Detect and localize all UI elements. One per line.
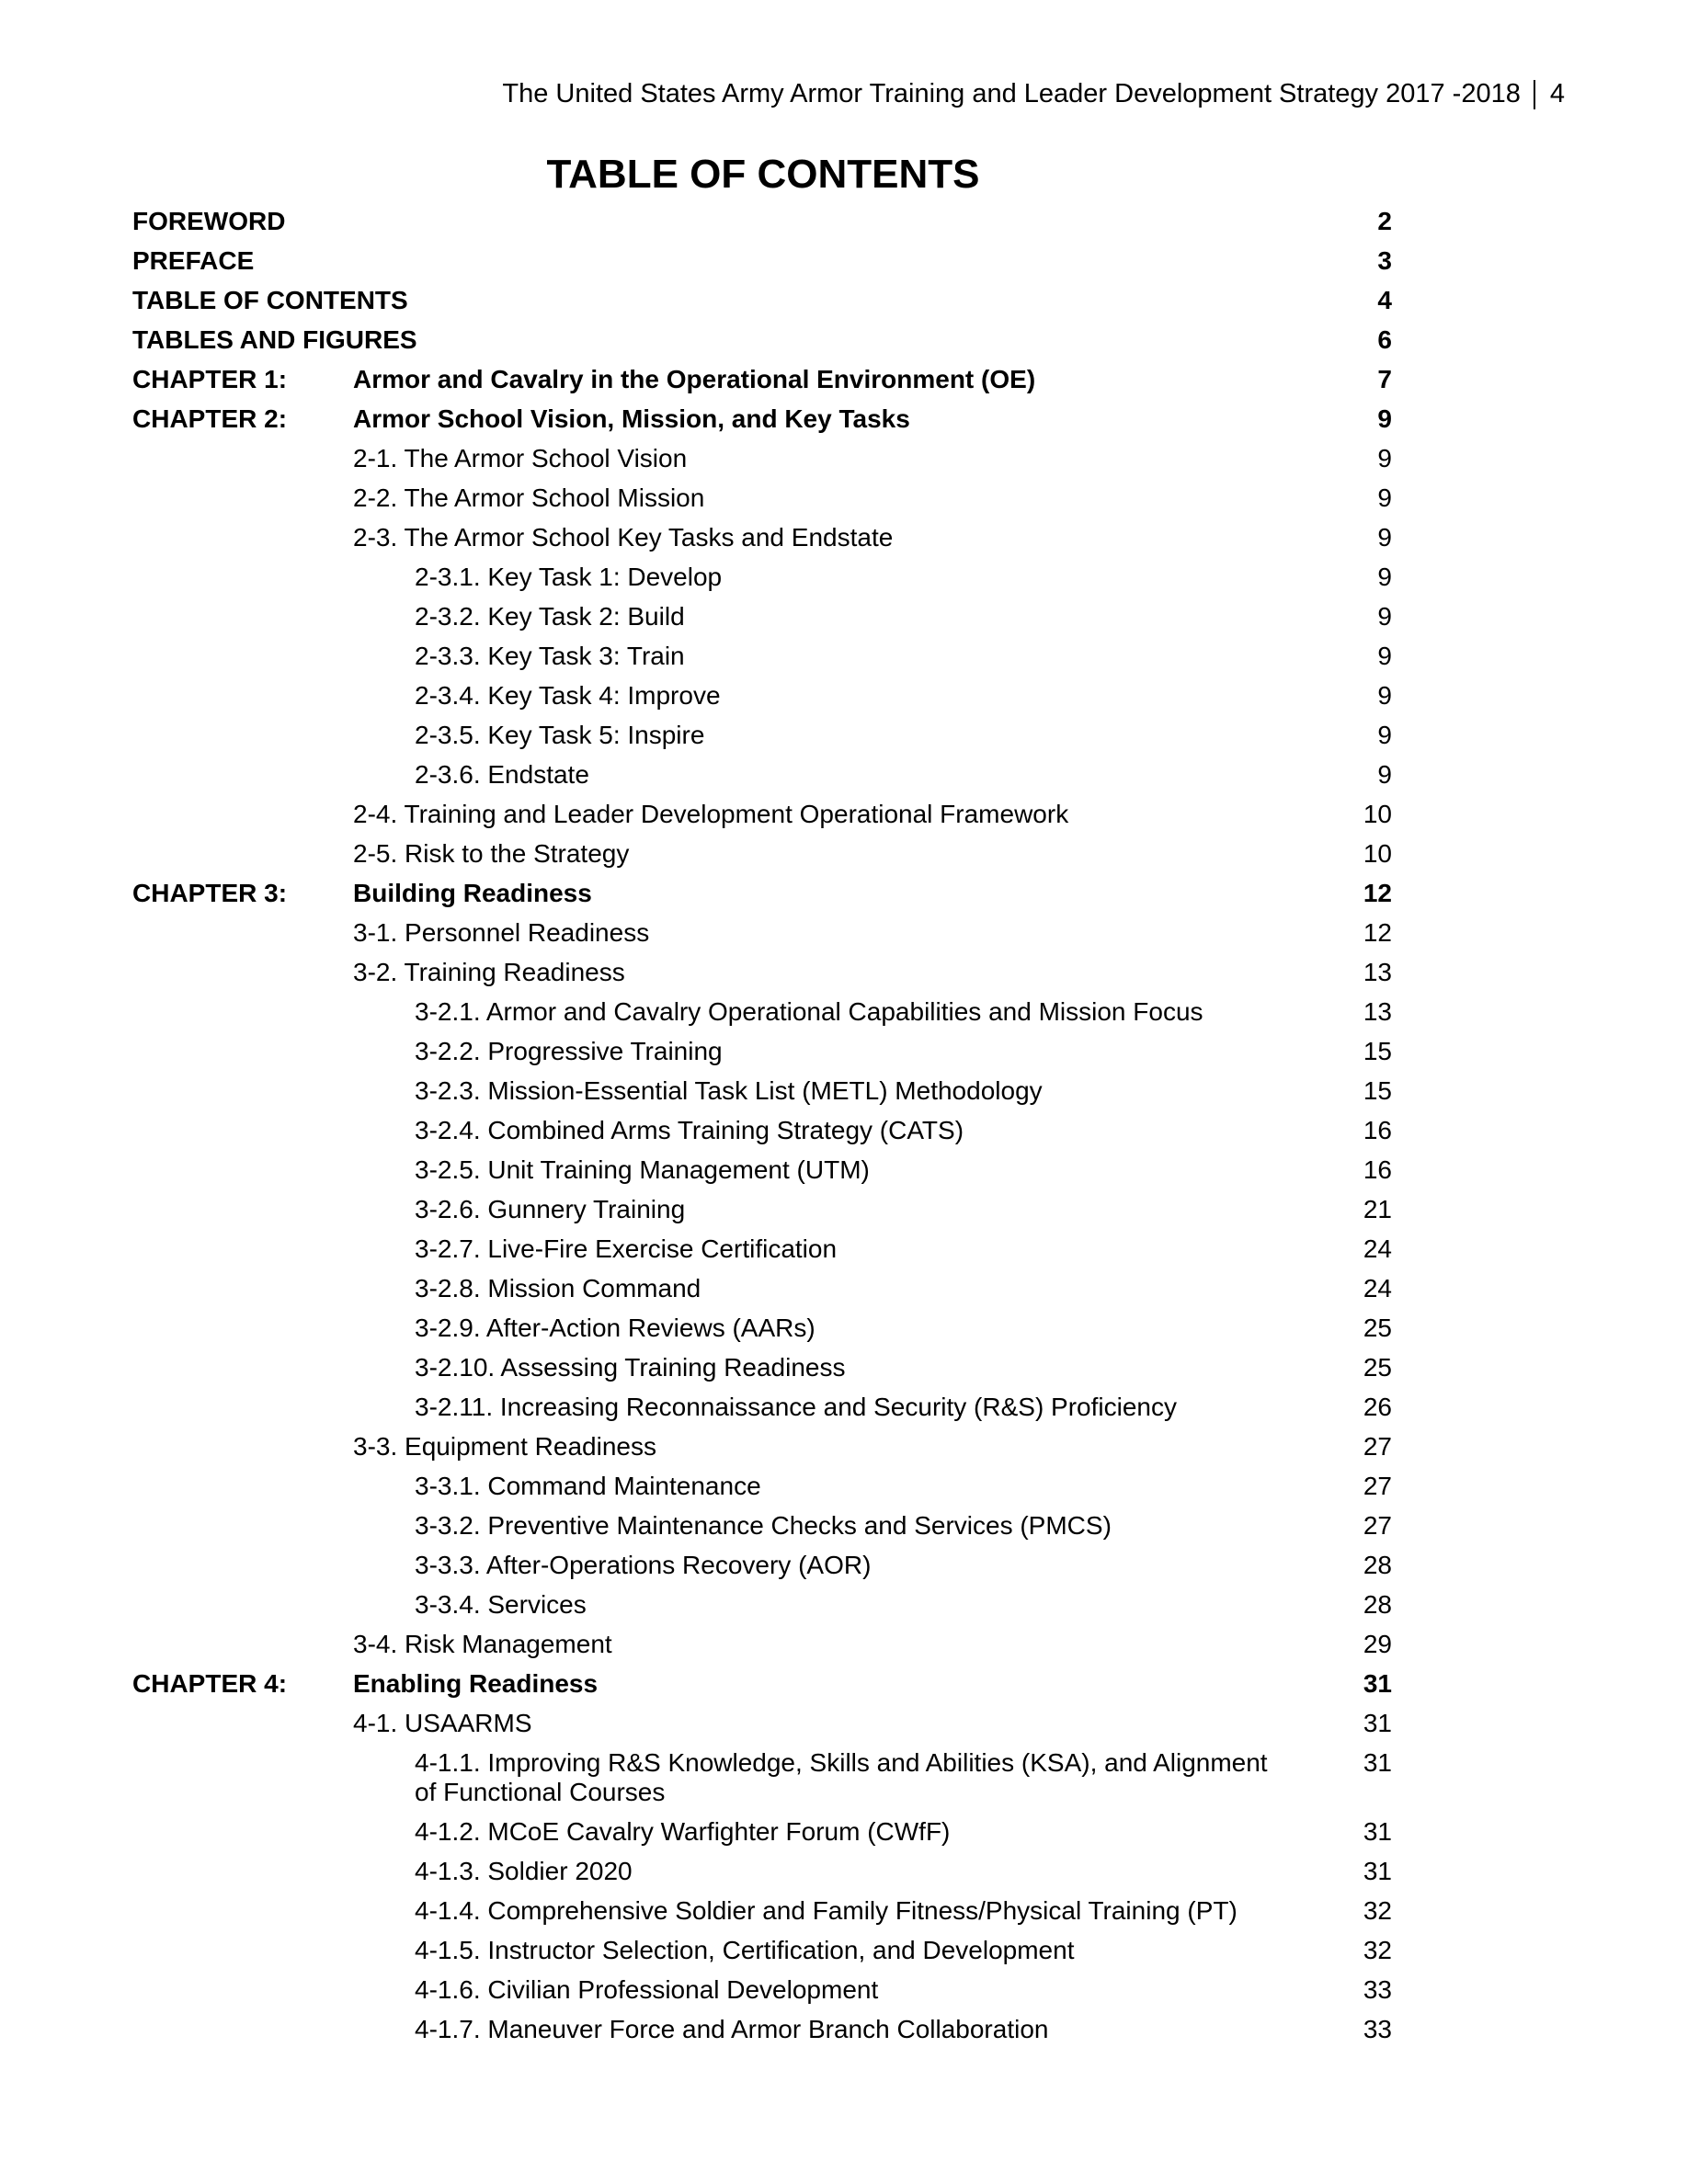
toc-page-number: 13 [1363, 958, 1392, 986]
toc-page-number: 21 [1363, 1195, 1392, 1223]
toc-page-number: 33 [1363, 1975, 1392, 2004]
toc-entry-title: 3-2.11. Increasing Reconnaissance and Security (R&S) Proficiency [415, 1393, 1177, 1421]
toc-entry[interactable] [132, 1669, 1392, 1699]
toc-chapter-label: CHAPTER 3: [132, 879, 288, 907]
toc-page-number: 16 [1363, 1155, 1392, 1184]
running-header-page-number: 4 [1549, 79, 1565, 108]
toc-page-number: 31 [1363, 1817, 1392, 1846]
toc-page-number: 10 [1363, 800, 1392, 828]
toc-entry-title: 3-3.4. Services [415, 1590, 587, 1619]
toc-page-number: 31 [1363, 1748, 1392, 1777]
toc-page-number: 9 [1377, 523, 1392, 552]
toc-page-number: 9 [1377, 444, 1392, 472]
toc-entry[interactable] [132, 365, 1392, 394]
toc-entry[interactable] [132, 1432, 1392, 1462]
toc-entry[interactable] [132, 483, 1392, 513]
toc-entry[interactable] [132, 1975, 1392, 2005]
toc-entry[interactable] [132, 879, 1392, 908]
toc-entry[interactable] [132, 1472, 1392, 1501]
toc-page-number: 29 [1363, 1630, 1392, 1658]
toc-page-number: 9 [1377, 721, 1392, 749]
toc-page-number: 27 [1363, 1472, 1392, 1500]
toc-entry-title: 3-2.2. Progressive Training [415, 1037, 723, 1065]
toc-entry-title: 3-3.3. After-Operations Recovery (AOR) [415, 1551, 872, 1579]
toc-entry-title: Armor and Cavalry in the Operational Environment (OE) [353, 365, 1036, 393]
toc-entry[interactable] [132, 2015, 1392, 2044]
toc-page-number: 25 [1363, 1353, 1392, 1382]
toc-entry-title: PREFACE [132, 246, 255, 275]
toc-entry-title: 3-2.4. Combined Arms Training Strategy (CATS) [415, 1116, 964, 1144]
toc-entry[interactable] [132, 1511, 1392, 1541]
toc-entry[interactable] [132, 918, 1392, 948]
toc-page-number: 9 [1377, 681, 1392, 710]
toc-entry-title: Armor School Vision, Mission, and Key Tasks [353, 404, 910, 433]
toc-entry-title: 2-3.6. Endstate [415, 760, 589, 789]
toc-entry-title: 4-1.7. Maneuver Force and Armor Branch Collaboration [415, 2015, 1049, 2043]
toc-entry[interactable] [132, 642, 1392, 671]
toc-entry-title: 3-2.5. Unit Training Management (UTM) [415, 1155, 870, 1184]
header-separator [1534, 80, 1535, 109]
toc-entry[interactable] [132, 602, 1392, 631]
toc-page-number: 32 [1363, 1936, 1392, 1964]
toc-entry-title: 4-1.2. MCoE Cavalry Warfighter Forum (CWfF) [415, 1817, 951, 1846]
toc-entry[interactable] [132, 286, 1392, 315]
toc-entry[interactable] [132, 1857, 1392, 1886]
toc-entry[interactable] [132, 1709, 1392, 1738]
toc-page-number: 9 [1377, 483, 1392, 512]
toc-page-number: 28 [1363, 1590, 1392, 1619]
toc-entry[interactable] [132, 1936, 1392, 1965]
toc-entry-title: 3-3.1. Command Maintenance [415, 1472, 761, 1500]
page-title: TABLE OF CONTENTS [546, 152, 980, 197]
toc-entry-title: 4-1.5. Instructor Selection, Certification, and Development [415, 1936, 1075, 1964]
toc-entry[interactable] [132, 839, 1392, 869]
toc-page-number: 12 [1363, 879, 1392, 907]
toc-page-number: 28 [1363, 1551, 1392, 1579]
toc-entry-title: 2-3. The Armor School Key Tasks and Endstate [353, 523, 894, 552]
toc-entry[interactable] [132, 404, 1392, 434]
toc-entry-title: 2-3.3. Key Task 3: Train [415, 642, 685, 670]
toc-entry[interactable] [132, 1590, 1392, 1620]
toc-entry-title: 3-2.6. Gunnery Training [415, 1195, 686, 1223]
toc-entry-title: 2-3.4. Key Task 4: Improve [415, 681, 721, 710]
toc-entry-title: 3-3. Equipment Readiness [353, 1432, 656, 1461]
toc-entry-title: 3-2.9. After-Action Reviews (AARs) [415, 1314, 815, 1342]
running-header [502, 79, 1565, 109]
toc-page-number: 6 [1377, 325, 1392, 354]
toc-entry[interactable] [132, 246, 1392, 276]
toc-entry-title: Building Readiness [353, 879, 592, 907]
toc-page-number: 31 [1363, 1669, 1392, 1698]
table-of-contents [132, 207, 1392, 2054]
toc-entry[interactable] [132, 1551, 1392, 1580]
toc-entry[interactable] [132, 1155, 1392, 1185]
toc-page-number: 15 [1363, 1037, 1392, 1065]
toc-page-number: 4 [1377, 286, 1392, 314]
toc-entry-title: 3-1. Personnel Readiness [353, 918, 650, 947]
toc-entry[interactable] [132, 800, 1392, 829]
toc-page-number: 9 [1377, 760, 1392, 789]
toc-page-number: 25 [1363, 1314, 1392, 1342]
toc-page-number: 24 [1363, 1234, 1392, 1263]
toc-entry-title: 2-3.2. Key Task 2: Build [415, 602, 685, 631]
toc-entry-title: TABLES AND FIGURES [132, 325, 417, 354]
toc-entry[interactable] [132, 523, 1392, 552]
toc-chapter-label: CHAPTER 4: [132, 1669, 288, 1698]
toc-entry-title: 2-3.1. Key Task 1: Develop [415, 563, 723, 591]
toc-entry-title: 2-4. Training and Leader Development Operational Framework [353, 800, 1069, 828]
toc-entry-title: 3-4. Risk Management [353, 1630, 612, 1658]
toc-entry-title: 4-1.4. Comprehensive Soldier and Family Fitness/Physical Training (PT) [415, 1896, 1237, 1925]
toc-entry[interactable] [132, 1195, 1392, 1224]
toc-entry-title: 4-1. USAARMS [353, 1709, 532, 1737]
toc-page-number: 9 [1377, 404, 1392, 433]
toc-entry[interactable] [132, 1234, 1392, 1264]
toc-page-number: 33 [1363, 2015, 1392, 2043]
toc-entry-title: 4-1.6. Civilian Professional Development [415, 1975, 879, 2004]
toc-page-number: 12 [1363, 918, 1392, 947]
toc-entry-title: 2-1. The Armor School Vision [353, 444, 688, 472]
toc-entry[interactable] [132, 1314, 1392, 1343]
toc-page-number: 24 [1363, 1274, 1392, 1302]
toc-entry[interactable] [132, 1896, 1392, 1926]
toc-entry[interactable] [132, 760, 1392, 790]
toc-chapter-label: CHAPTER 2: [132, 404, 288, 433]
toc-entry[interactable] [132, 1116, 1392, 1145]
toc-page-number: 13 [1363, 997, 1392, 1026]
toc-entry[interactable] [132, 1393, 1392, 1422]
toc-entry[interactable] [132, 325, 1392, 355]
toc-entry[interactable] [132, 1037, 1392, 1066]
toc-page-number: 9 [1377, 642, 1392, 670]
toc-page-number: 10 [1363, 839, 1392, 868]
toc-entry-title: 2-3.5. Key Task 5: Inspire [415, 721, 705, 749]
toc-entry-title: 2-2. The Armor School Mission [353, 483, 705, 512]
running-header-title: The United States Army Armor Training and Leader Development Strategy 2017 -2018 [502, 79, 1521, 108]
toc-page-number: 7 [1377, 365, 1392, 393]
toc-entry-title: 3-2.8. Mission Command [415, 1274, 701, 1302]
toc-page-number: 3 [1377, 246, 1392, 275]
toc-chapter-label: CHAPTER 1: [132, 365, 288, 393]
toc-entry[interactable] [132, 1630, 1392, 1659]
toc-entry[interactable] [132, 997, 1392, 1027]
toc-entry[interactable] [132, 1353, 1392, 1382]
toc-page-number: 27 [1363, 1432, 1392, 1461]
toc-page-number: 9 [1377, 563, 1392, 591]
toc-entry[interactable] [132, 1817, 1392, 1847]
toc-page-number: 32 [1363, 1896, 1392, 1925]
toc-page-number: 9 [1377, 602, 1392, 631]
toc-entry[interactable] [132, 563, 1392, 592]
toc-page-number: 16 [1363, 1116, 1392, 1144]
toc-entry-title: 3-2.3. Mission-Essential Task List (METL) Methodology [415, 1076, 1043, 1105]
toc-entry-title: TABLE OF CONTENTS [132, 286, 408, 314]
toc-entry-title: 3-2.1. Armor and Cavalry Operational Capabilities and Mission Focus [415, 997, 1203, 1026]
toc-entry-title: 3-2.7. Live-Fire Exercise Certification [415, 1234, 838, 1263]
toc-entry-title: 4-1.1. Improving R&S Knowledge, Skills and Abilities (KSA), and Alignment of Functional Courses [415, 1748, 1268, 1806]
toc-page-number: 2 [1377, 207, 1392, 235]
toc-entry[interactable] [132, 721, 1392, 750]
toc-entry[interactable] [132, 958, 1392, 987]
toc-page-number: 26 [1363, 1393, 1392, 1421]
toc-entry[interactable] [132, 1076, 1392, 1106]
toc-entry-title: 3-2.10. Assessing Training Readiness [415, 1353, 846, 1382]
toc-entry[interactable] [132, 1748, 1392, 1807]
toc-page-number: 27 [1363, 1511, 1392, 1540]
toc-page-number: 15 [1363, 1076, 1392, 1105]
toc-entry[interactable] [132, 1274, 1392, 1303]
toc-entry-title: 4-1.3. Soldier 2020 [415, 1857, 633, 1885]
toc-entry[interactable] [132, 681, 1392, 711]
toc-entry-title: 3-3.2. Preventive Maintenance Checks and Services (PMCS) [415, 1511, 1112, 1540]
toc-entry-title: Enabling Readiness [353, 1669, 599, 1698]
toc-page-number: 31 [1363, 1709, 1392, 1737]
toc-page-number: 31 [1363, 1857, 1392, 1885]
toc-entry-title: 2-5. Risk to the Strategy [353, 839, 630, 868]
toc-entry-title: FOREWORD [132, 207, 286, 235]
toc-entry[interactable] [132, 444, 1392, 473]
toc-entry-title: 3-2. Training Readiness [353, 958, 625, 986]
toc-entry[interactable] [132, 207, 1392, 236]
